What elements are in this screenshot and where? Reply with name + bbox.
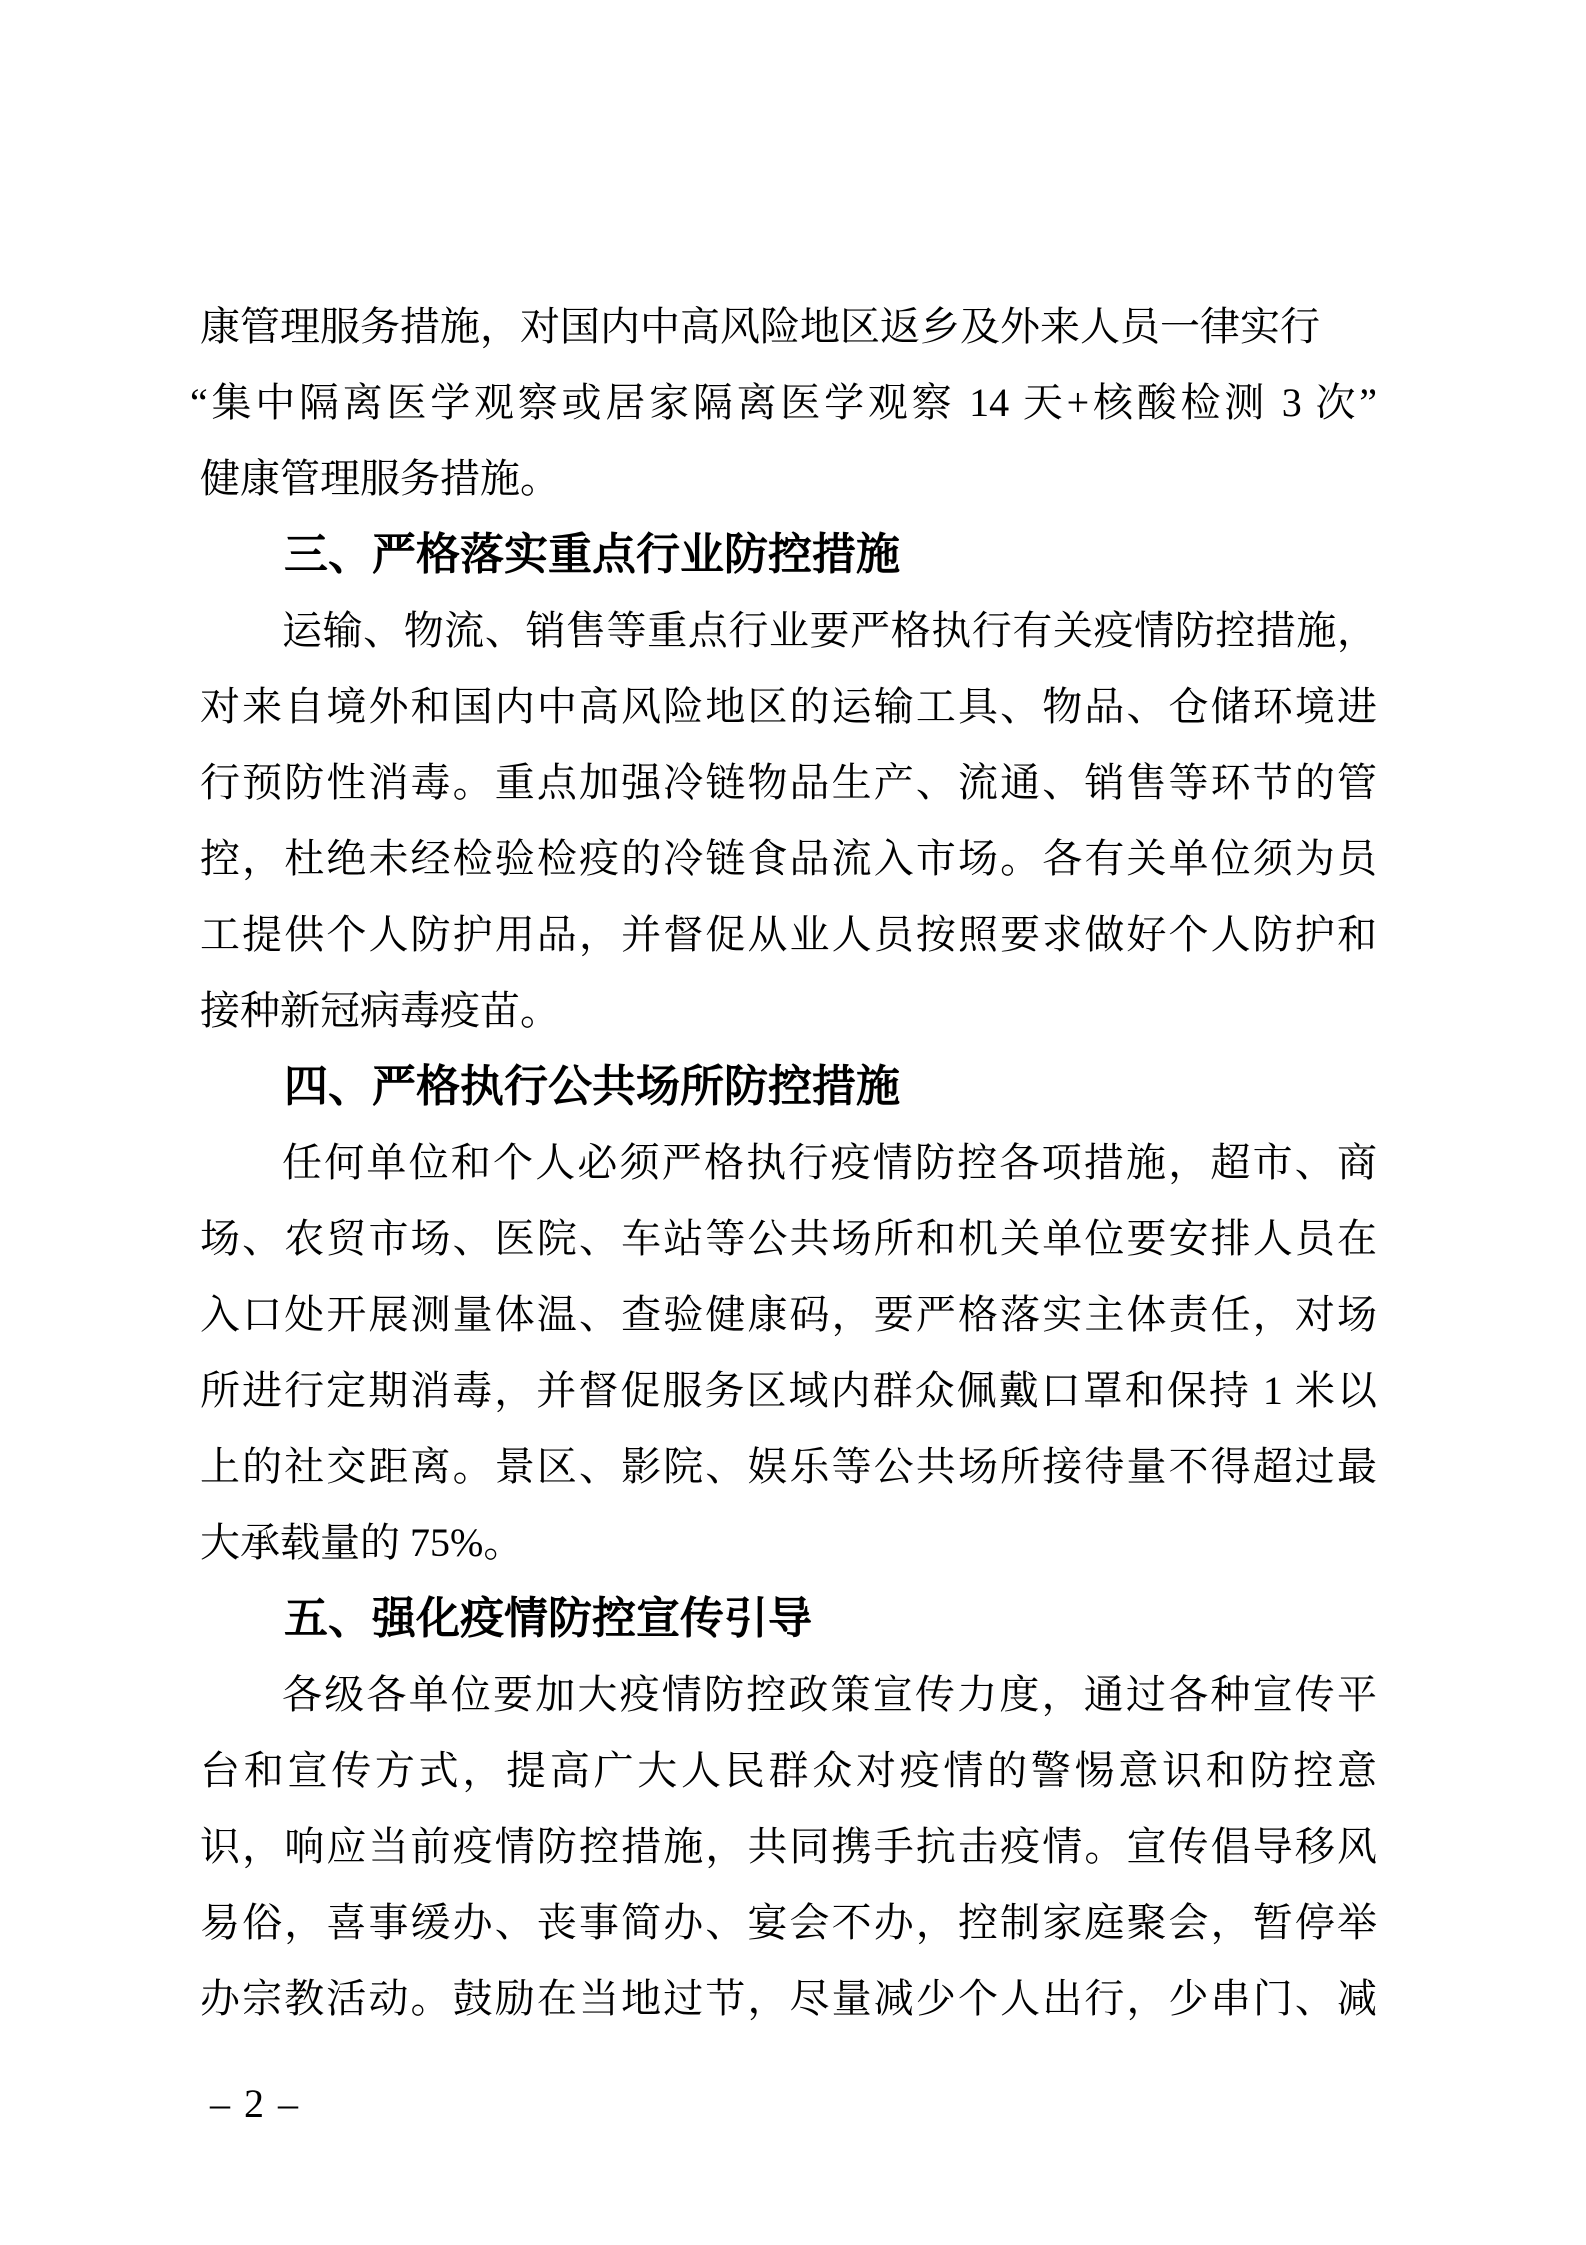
body-line: 行预防性消毒。重点加强冷链物品生产、流通、销售等环节的管	[200, 760, 1377, 805]
body-line: 任何单位和个人必须严格执行疫情防控各项措施，超市、商	[282, 1140, 1377, 1185]
section-heading: 五、强化疫情防控宣传引导	[284, 1594, 812, 1643]
page-number: – 2 –	[210, 2081, 300, 2126]
body-line: 健康管理服务措施。	[200, 456, 560, 501]
body-line: 识，响应当前疫情防控措施，共同携手抗击疫情。宣传倡导移风	[200, 1824, 1377, 1869]
body-line: 工提供个人防护用品，并督促从业人员按照要求做好个人防护和	[200, 912, 1377, 957]
body-line: “集中隔离医学观察或居家隔离医学观察 14 天+核酸检测 3 次”	[190, 380, 1377, 425]
section-heading: 四、严格执行公共场所防控措施	[284, 1062, 900, 1111]
body-line: 台和宣传方式，提高广大人民群众对疫情的警惕意识和防控意	[200, 1748, 1377, 1793]
section-heading: 三、严格落实重点行业防控措施	[284, 530, 900, 579]
body-line: 上的社交距离。景区、影院、娱乐等公共场所接待量不得超过最	[200, 1444, 1377, 1489]
body-line: 康管理服务措施，对国内中高风险地区返乡及外来人员一律实行	[200, 304, 1320, 349]
body-line: 入口处开展测量体温、查验健康码，要严格落实主体责任，对场	[200, 1292, 1377, 1337]
body-line: 办宗教活动。鼓励在当地过节，尽量减少个人出行，少串门、减	[200, 1976, 1377, 2021]
body-line: 接种新冠病毒疫苗。	[200, 988, 560, 1033]
body-line: 场、农贸市场、医院、车站等公共场所和机关单位要安排人员在	[200, 1216, 1377, 1261]
text-block	[190, 289, 1377, 2037]
body-line: 对来自境外和国内中高风险地区的运输工具、物品、仓储环境进	[200, 684, 1377, 729]
body-line: 控，杜绝未经检验检疫的冷链食品流入市场。各有关单位须为员	[200, 836, 1377, 881]
body-line: 运输、物流、销售等重点行业要严格执行有关疫情防控措施，	[282, 608, 1377, 653]
body-line: 大承载量的 75%。	[200, 1520, 524, 1565]
body-line: 各级各单位要加大疫情防控政策宣传力度，通过各种宣传平	[282, 1672, 1377, 1717]
body-line: 易俗，喜事缓办、丧事简办、宴会不办，控制家庭聚会，暂停举	[200, 1900, 1377, 1945]
body-line: 所进行定期消毒，并督促服务区域内群众佩戴口罩和保持 1 米以	[200, 1368, 1377, 1413]
